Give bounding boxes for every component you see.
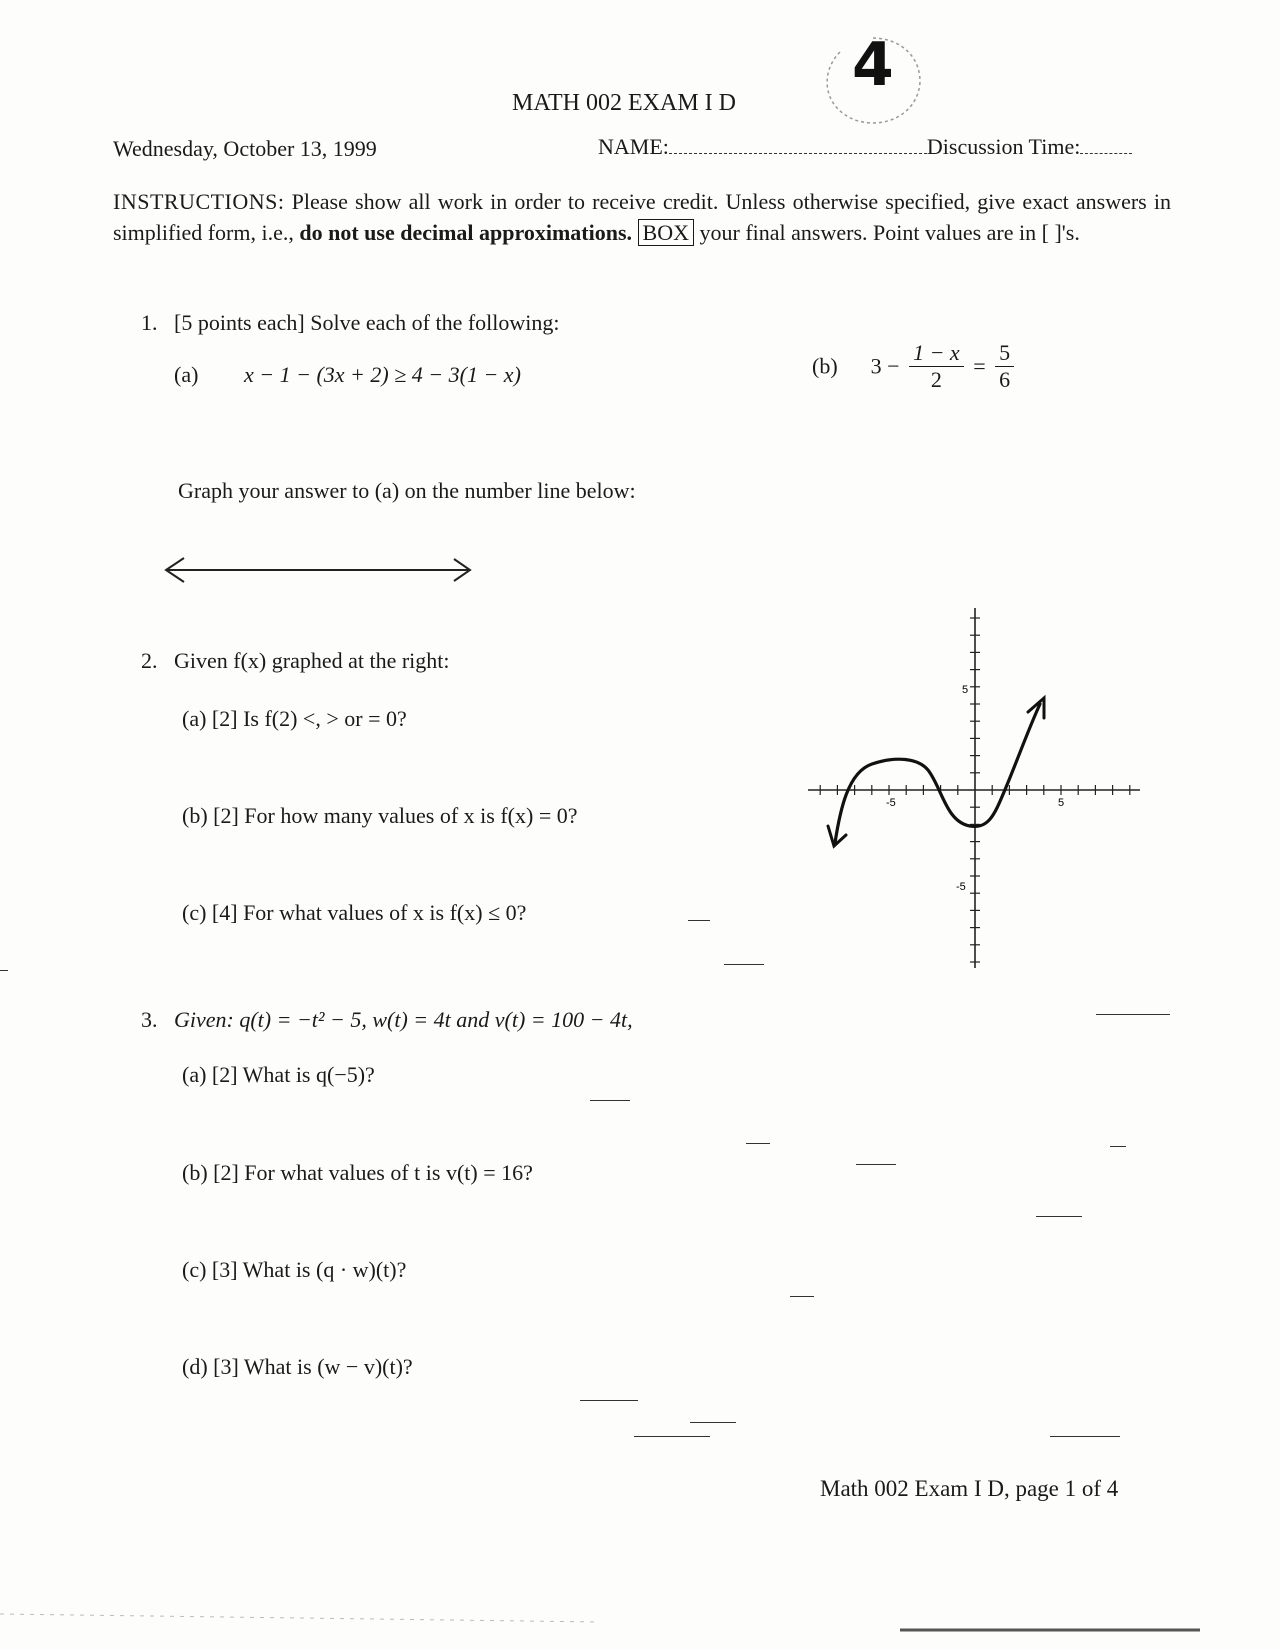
q1b-frac1-numerator: 1 − x [909,340,964,367]
instructions-text-2: your final answers. Point values are in [ ]'s. [699,220,1080,245]
scan-mark [0,970,8,971]
scan-mark [724,964,764,965]
scan-mark [688,920,710,921]
q1b-frac1-denominator: 2 [930,367,942,392]
x-tick-label-pos5: 5 [1058,797,1065,809]
q1-number: 1. [141,310,158,335]
q1b-equation [812,340,1018,393]
discussion-label: Discussion Time: [926,134,1081,159]
scan-mark [1110,1146,1126,1147]
q1b-fraction-2 [995,340,1014,393]
q1b-fraction-1 [909,340,964,393]
q1b-label: (b) [812,353,838,379]
y-tick-label-pos5: 5 [962,684,969,696]
grade-mark: 4 [852,30,894,100]
number-line[interactable] [160,552,480,588]
q1a-expression: x − 1 − (3x + 2) ≥ 4 − 3(1 − x) [244,362,521,387]
instructions-text-1: Please show all work in order to receive credit. Unless otherwise specified, give exact answers in simplified form, i.e., [113,189,1171,245]
q2-stem: Given f(x) graphed at the right: [174,648,450,673]
discussion-blank[interactable] [1080,153,1132,154]
scan-mark [690,1422,736,1423]
q1b-frac2-denominator: 6 [999,367,1011,392]
exam-title: MATH 002 EXAM I D [512,90,736,116]
q3c-text: (c) [3] What is (q · w)(t)? [182,1257,407,1282]
q1b-frac2-numerator: 5 [995,340,1014,367]
instructions-label: INSTRUCTIONS: [113,189,285,214]
q3d-text: (d) [3] What is (w − v)(t)? [182,1354,413,1379]
scan-edge-noise [0,1608,1280,1638]
exam-date: Wednesday, October 13, 1999 [113,136,377,161]
q1b-lead: 3 − [870,353,900,379]
box-word: BOX [638,219,694,246]
name-blank[interactable] [669,153,927,154]
q3-number: 3. [141,1007,158,1032]
graph-instruction: Graph your answer to (a) on the number line below: [178,478,636,503]
scan-mark [856,1164,896,1165]
q3b-text: (b) [2] For what values of t is v(t) = 16? [182,1160,533,1185]
q1a-label: (a) [174,362,199,387]
q2b-text: (b) [2] For how many values of x is f(x) = 0? [182,803,578,828]
q1b-equals: = [973,353,986,379]
instructions-block [113,186,1171,248]
q2a-text: (a) [2] Is f(2) <, > or = 0? [182,706,407,731]
function-graph [800,600,1150,980]
x-tick-label-neg5: -5 [886,797,896,809]
function-curve [835,704,1040,843]
name-label: NAME: [598,134,669,159]
scan-mark [580,1400,638,1401]
scan-mark [790,1296,814,1297]
scan-mark [1036,1216,1082,1217]
q3a-text: (a) [2] What is q(−5)? [182,1062,375,1087]
scan-mark [634,1436,710,1437]
q1-stem: [5 points each] Solve each of the following: [174,310,560,335]
q3-stem: Given: q(t) = −t² − 5, w(t) = 4t and v(t) = 100 − 4t, [174,1007,633,1032]
page-footer: Math 002 Exam I D, page 1 of 4 [820,1476,1119,1501]
scan-mark [1050,1436,1120,1437]
scan-mark [590,1100,630,1101]
name-field[interactable] [598,134,1132,160]
q2-number: 2. [141,648,158,673]
instructions-bold-text: do not use decimal approximations. [299,220,633,245]
q2c-text: (c) [4] For what values of x is f(x) ≤ 0? [182,900,527,925]
scan-mark [746,1143,770,1144]
y-tick-label-neg5: -5 [956,881,966,893]
scan-mark [1096,1014,1170,1015]
